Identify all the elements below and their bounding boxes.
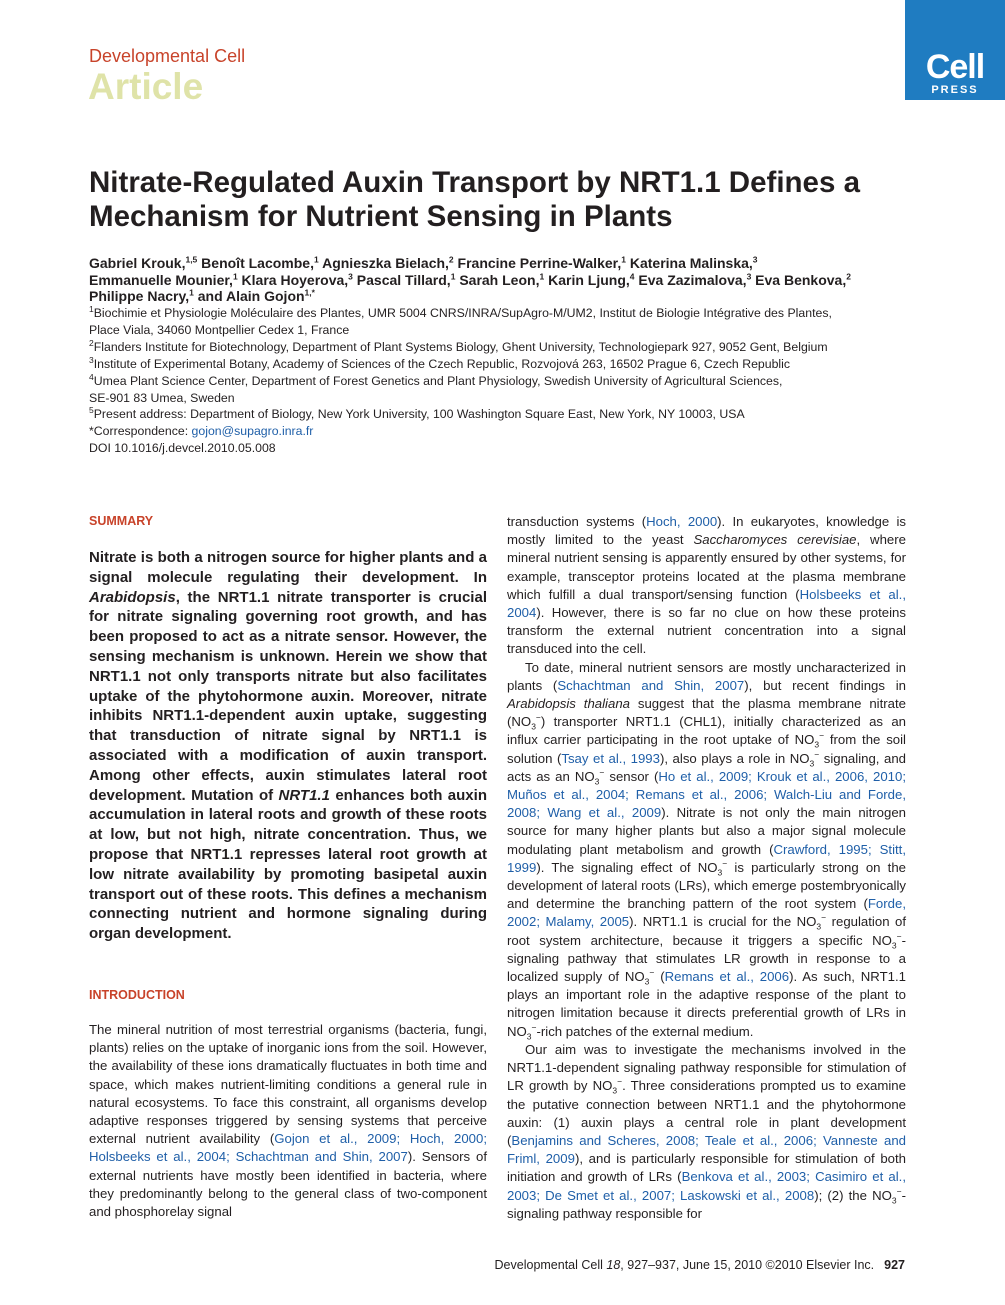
- affiliation-text: Umea Plant Science Center, Department of Forest Genetics and Plant Physiology, Swedish University of Agricultural Sciences,: [93, 373, 783, 388]
- affiliation-number: 5: [89, 405, 94, 416]
- affiliation-line: [89, 339, 919, 356]
- page-footer: [89, 1258, 905, 1272]
- affiliation-line: [89, 305, 919, 322]
- affiliation-number: 2: [89, 337, 94, 348]
- cell-press-logo: [905, 0, 1005, 100]
- summary-heading: SUMMARY: [89, 514, 154, 528]
- journal-name: Developmental Cell: [89, 46, 246, 66]
- article-title: Nitrate-Regulated Auxin Transport by NRT1.1 Defines a Mechanism for Nutrient Sensing in Plants: [89, 166, 860, 233]
- affiliation-text: Biochimie et Physiologie Moléculaire des Plantes, UMR 5004 CNRS/INRA/SupAgro-M/UM2, Institut de Biologie Intégrative des Plantes,: [93, 306, 832, 320]
- section-label: Article: [88, 66, 204, 107]
- citation: Developmental Cell 18, 927–937, June 15, 2010 ©2010 Elsevier Inc.: [494, 1258, 875, 1272]
- introduction-heading: INTRODUCTION: [89, 987, 185, 1002]
- affiliation-number: 4: [89, 371, 94, 382]
- author-list: Gabriel Krouk,$^{1,5}$ Benoît Lacombe,$^1$ Agnieszka Bielach,$^2$ Francine Perrine-Walker,$^1$ Katerina Malinska,$^3$ Emmanuelle Mounier,$^1$ Klara Hoyerova,$^3$ Pascal Tillard,$^1$ Sarah Leon,$^1$ Karin Ljung,$^4$ Eva Zazimalova,$^3$ Eva Benkova,$^2$ Philippe Nacry,$^1$ and Alain Gojon$^{1,*}$: [89, 254, 851, 304]
- left-column: [89, 514, 487, 1221]
- affiliation-line: [89, 356, 919, 373]
- doi: DOI 10.1016/j.devcel.2010.05.008: [89, 441, 276, 456]
- affiliation-line: [89, 406, 919, 423]
- affiliation-text: Flanders Institute for Biotechnology, Department of Plant Systems Biology, Ghent University, Technologiepark 927, 9052 Gent, Belgium: [93, 339, 828, 354]
- affiliation-line: [89, 322, 919, 339]
- page-number: 927: [884, 1258, 905, 1272]
- affiliation-line: [89, 390, 919, 407]
- logo-sub: PRESS: [931, 84, 979, 96]
- affiliation-text: Place Viala, 34060 Montpellier Cedex 1, France: [89, 322, 350, 337]
- affiliation-text: SE-901 83 Umea, Sweden: [89, 390, 235, 405]
- correspondence: *Correspondence: gojon@supagro.inra.fr: [89, 424, 314, 439]
- right-column: [507, 513, 906, 1223]
- body-paragraph: transduction systems (Hoch, 2000). In eukaryotes, knowledge is mostly limited to the yeast Saccharomyces cerevisiae, where mineral nutrient sensing is apparently ensured by other systems, for example, transceptor proteins located at the plasma membrane which fulfill a dual transport/sensing function (Holsbeeks et al., 2004). However, there is so far no clue on how these proteins transform the external nutrient concentration into a signal transduced into the cell.: [507, 514, 906, 657]
- body-paragraph: Our aim was to investigate the mechanisms involved in the NRT1.1-dependent signaling pathway responsible for stimulation of LR growth by $NO_3^-$. Three considerations prompted us to examine the putative connection between NRT1.1 and the phytohormone auxin: (1) auxin plays a central role in plant development (Benjamins and Scheres, 2008; Teale et al., 2006; Vanneste and Friml, 2009), and is particularly responsible for stimulation of both initiation and growth of LRs (Benkova et al., 2003; Casimiro et al., 2003; De Smet et al., 2007; Laskowski et al., 2008); (2) the $NO_3^-$-signaling pathway responsible for: [507, 1041, 907, 1221]
- affiliation-text: Present address: Department of Biology, New York University, 100 Washington Square East, New York, NY 10003, USA: [93, 407, 745, 422]
- body-paragraph: To date, mineral nutrient sensors are mostly uncharacterized in plants (Schachtman and Shin, 2007), but recent findings in Arabidopsis thaliana suggest that the plasma membrane nitrate $(NO_3^-)$ transporter NRT1.1 (CHL1), initially characterized as an influx carrier participating in the root uptake of $NO_3^-$ from the soil solution (Tsay et al., 1993), also plays a role in $NO_3^-$ signaling, and acts as an $NO_3^-$ sensor (Ho et al., 2009; Krouk et al., 2006, 2010; Muños et al., 2004; Remans et al., 2006; Walch-Liu and Forde, 2008; Wang et al., 2009). Nitrate is not only the main nitrogen source for many higher plants but also a major signal molecule modulating plant metabolism and growth (Crawford, 1995; Stitt, 1999). The signaling effect of $NO_3^-$ is particularly strong on the development of lateral roots (LRs), which emerge postembryonically and determine the branching pattern of the root system (Forde, 2002; Malamy, 2005). NRT1.1 is crucial for the $NO_3^-$ regulation of root system architecture, because it triggers a specific $NO_3^-$-signaling pathway that stimulates LR growth in response to a localized supply of $NO_3^-$ (Remans et al., 2006). As such, NRT1.1 plays an important role in the adaptive response of the plant to nitrogen limitation because it directs preferential growth of LRs in $NO_3^-$-rich patches of the external medium.: [507, 659, 907, 1042]
- affiliation-number: 1: [89, 303, 94, 314]
- affiliation-line: [89, 373, 919, 390]
- summary-text: Nitrate is both a nitrogen source for higher plants and a signal molecule regulating their development. In Arabidopsis, the NRT1.1 nitrate transporter is crucial for nitrate signaling governing root growth, and has been proposed to act as a nitrate sensor. However, the sensing mechanism is unknown. Herein we show that NRT1.1 not only transports nitrate but also facilitates uptake of the phytohormone auxin. Moreover, nitrate inhibits NRT1.1-dependent auxin uptake, suggesting that transduction of nitrate signal by NRT1.1 is associated with a modification of auxin transport. Among other effects, auxin stimulates lateral root development. Mutation of NRT1.1 enhances both auxin accumulation in lateral roots and growth of these roots at low, but not high, nitrate concentration. Thus, we propose that NRT1.1 represses lateral root growth at low nitrate availability by promoting basipetal auxin transport out of these roots. This defines a mechanism connecting nutrient and hormone signaling during organ development.: [89, 549, 487, 943]
- affiliation-number: 3: [89, 354, 94, 365]
- affiliation-text: Institute of Experimental Botany, Academy of Sciences of the Czech Republic, Rozvojová 263, 16502 Prague 6, Czech Republic: [93, 356, 791, 371]
- affiliations: [89, 305, 919, 457]
- logo-word: Cell: [925, 48, 985, 86]
- introduction-text: The mineral nutrition of most terrestrial organisms (bacteria, fungi, plants) relies on the uptake of inorganic ions from the soil. However, the availability of these ions dramatically fluctuates in both time and space, which makes nutrient-limiting conditions a general rule in natural ecosystems. To face this constraint, all organisms develop adaptive responses triggered by sensing systems that perceive external nutrient availability (Gojon et al., 2009; Hoch, 2000; Holsbeeks et al., 2004; Schachtman and Shin, 2007). Sensors of external nutrients have mostly been identified in bacteria, where they predominantly belong to the general class of two-component and phosphorelay signal: [89, 1021, 488, 1219]
- correspondence-email-link[interactable]: gojon@supagro.inra.fr: [191, 424, 314, 439]
